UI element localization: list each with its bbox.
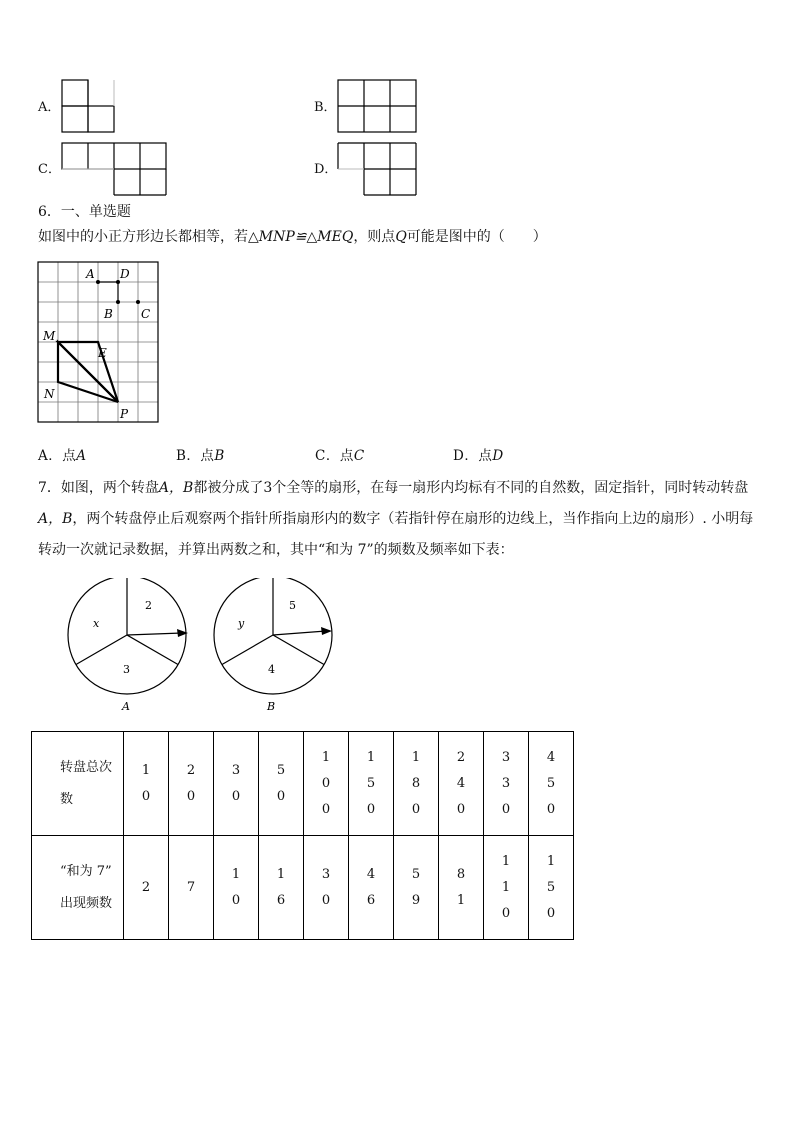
digit: 0	[321, 775, 331, 791]
digit: 7	[186, 879, 196, 895]
point-c-label: C	[141, 307, 151, 321]
spinner-b-arrowhead	[321, 627, 332, 635]
total-cell	[304, 732, 349, 836]
q6-option-a: A．点A	[38, 448, 87, 464]
digit: 3	[501, 749, 511, 765]
point-d-label: D	[120, 267, 130, 281]
frequency-cell	[214, 836, 259, 940]
digit: 5	[366, 775, 376, 791]
digit: 3	[231, 762, 241, 778]
row-header-frequencies: “和为 7” 出现频数	[32, 836, 124, 940]
digit: 6	[366, 892, 376, 908]
frequency-cell	[349, 836, 394, 940]
digit: 0	[546, 801, 556, 817]
spinner-b-divider	[273, 635, 324, 665]
q6-grid-figure	[36, 260, 162, 426]
digit: 1	[321, 749, 331, 765]
option-b-net	[336, 78, 420, 136]
digit: 0	[456, 801, 466, 817]
frequency-cell	[439, 836, 484, 940]
digit: 1	[141, 762, 151, 778]
table-row-frequencies	[32, 836, 574, 940]
digit: 2	[141, 879, 151, 895]
point-e-label: E	[98, 346, 107, 360]
frequency-cell	[394, 836, 439, 940]
option-d-net	[336, 141, 420, 199]
spinner-a-name: A	[122, 700, 130, 713]
digit: 0	[366, 801, 376, 817]
spinner-a-sector-2: x	[93, 617, 100, 630]
spinner-a-sector-3: 3	[123, 663, 130, 676]
option-a-net	[60, 78, 118, 136]
frequency-cell	[169, 836, 214, 940]
spinner-b-sector-3: 4	[268, 663, 275, 676]
digit: 0	[546, 905, 556, 921]
q6-option-c: C．点C	[315, 448, 365, 464]
total-cell	[439, 732, 484, 836]
digit: 0	[276, 788, 286, 804]
spinner-a	[64, 578, 194, 718]
row-header-totals: 转盘总次 数	[32, 732, 124, 836]
spinner-b-sector-2: y	[238, 617, 245, 630]
point-a-label: A	[86, 267, 95, 281]
point-b-dot	[116, 300, 120, 304]
total-cell	[484, 732, 529, 836]
digit: 1	[231, 866, 241, 882]
point-a-dot	[96, 280, 100, 284]
q6-option-d: D．点D	[453, 448, 504, 464]
digit: 3	[321, 866, 331, 882]
digit: 1	[501, 853, 511, 869]
frequency-table	[31, 731, 574, 940]
option-a-label: A．	[38, 100, 61, 115]
spinner-b-divider	[222, 635, 273, 665]
digit: 3	[501, 775, 511, 791]
square	[62, 80, 88, 106]
point-p-label: P	[120, 407, 129, 421]
point-n-label: N	[44, 387, 55, 401]
total-cell	[124, 732, 169, 836]
total-cell	[259, 732, 304, 836]
digit: 0	[321, 892, 331, 908]
point-b-label: B	[104, 307, 113, 321]
frequency-cell	[484, 836, 529, 940]
spinner-b-sector-1: 5	[289, 599, 296, 612]
digit: 0	[231, 892, 241, 908]
digit: 5	[411, 866, 421, 882]
total-cell	[529, 732, 574, 836]
q7-line-1: 7．如图，两个转盘A，B都被分成了3个全等的扇形，在每一扇形内均标有不同的自然数，固定指针，同时转动转盘	[38, 480, 749, 496]
digit: 4	[366, 866, 376, 882]
option-c-label: C．	[38, 162, 61, 177]
digit: 5	[546, 879, 556, 895]
digit: 6	[276, 892, 286, 908]
digit: 1	[546, 853, 556, 869]
digit: 0	[411, 801, 421, 817]
table-row-totals	[32, 732, 574, 836]
digit: 0	[186, 788, 196, 804]
q6-option-b: B．点B	[176, 448, 225, 464]
digit: 0	[321, 801, 331, 817]
point-m-label: M	[43, 329, 56, 343]
digit: 5	[276, 762, 286, 778]
digit: 1	[456, 892, 466, 908]
digit: 2	[186, 762, 196, 778]
option-b-label: B．	[314, 100, 337, 115]
point-c-dot	[136, 300, 140, 304]
spinner-b	[210, 578, 340, 718]
digit: 0	[501, 801, 511, 817]
total-cell	[349, 732, 394, 836]
q7-line-2: A，B，两个转盘停止后观察两个指针所指扇形内的数字（若指针停在扇形的边线上，当作指向上边的扇形）. 小明每	[38, 511, 754, 527]
digit: 9	[411, 892, 421, 908]
digit: 1	[366, 749, 376, 765]
spinner-a-divider	[76, 635, 127, 665]
digit: 8	[456, 866, 466, 882]
digit: 1	[411, 749, 421, 765]
digit: 1	[276, 866, 286, 882]
frequency-cell	[529, 836, 574, 940]
q7-line-3: 转动一次就记录数据，并算出两数之和，其中“和为 7”的频数及频率如下表：	[38, 542, 514, 558]
total-cell	[394, 732, 439, 836]
digit: 5	[546, 775, 556, 791]
digit: 1	[501, 879, 511, 895]
frequency-cell	[259, 836, 304, 940]
spinner-a-divider	[127, 635, 178, 665]
spinner-a-pointer	[127, 633, 182, 635]
digit: 4	[456, 775, 466, 791]
digit: 8	[411, 775, 421, 791]
digit: 0	[141, 788, 151, 804]
q6-stem: 如图中的小正方形边长都相等，若△MNP≌△MEQ，则点Q可能是图中的（ ）	[38, 229, 547, 245]
digit: 2	[456, 749, 466, 765]
digit: 4	[546, 749, 556, 765]
q6-heading: 6．一、单选题	[38, 204, 131, 220]
square	[62, 106, 88, 132]
frequency-cell	[304, 836, 349, 940]
square	[88, 106, 114, 132]
option-d-label: D．	[314, 162, 338, 177]
option-c-net	[60, 141, 170, 199]
spinner-a-sector-1: 2	[145, 599, 152, 612]
total-cell	[214, 732, 259, 836]
frequency-cell	[124, 836, 169, 940]
digit: 0	[231, 788, 241, 804]
total-cell	[169, 732, 214, 836]
digit: 0	[501, 905, 511, 921]
spinner-b-name: B	[267, 700, 276, 713]
spinner-b-pointer	[273, 631, 326, 635]
